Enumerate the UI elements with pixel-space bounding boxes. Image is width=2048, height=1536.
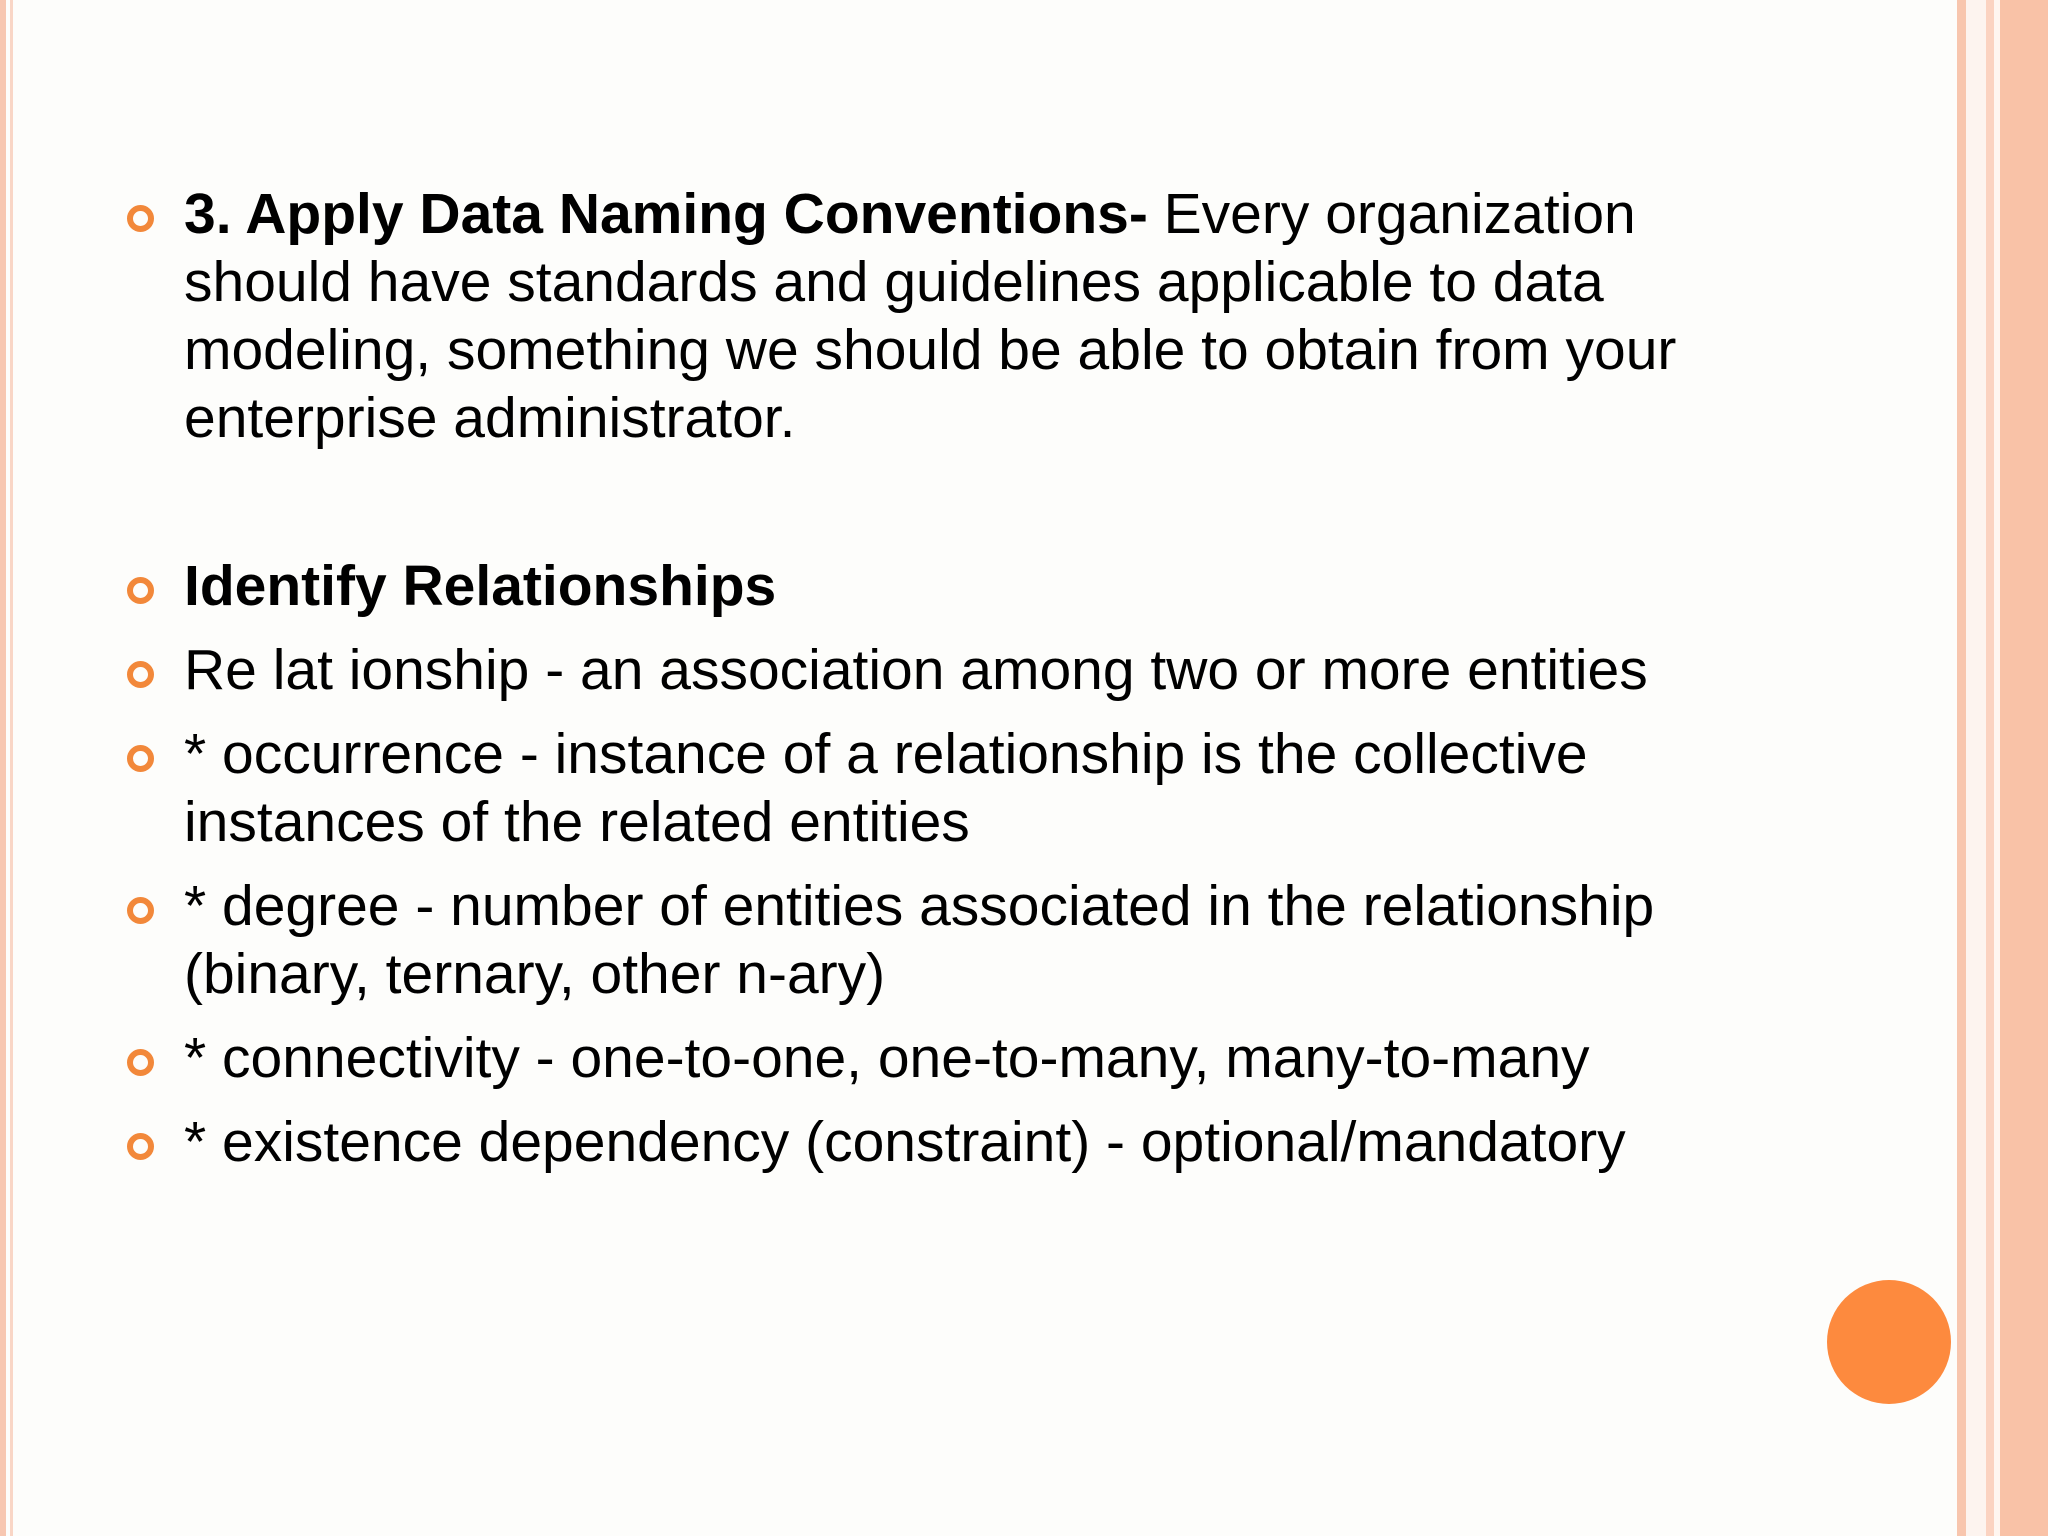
decorative-circle [1827,1280,1951,1404]
bullet-text: * occurrence - instance of a relationship is the collective instances of the related entities [184,722,1588,854]
bullet-item-relationship [120,636,1760,704]
slide-body [120,180,1760,1176]
right-border-stripe [1957,0,1966,1536]
bullet-icon [127,1049,154,1076]
bullet-heading: Identify Relationships [184,554,777,618]
bullet-text: Every organization should have standards and guidelines applicable to data modeling, something we should be able to obtain from your enterprise administrator. [184,182,1677,450]
bullet-icon [127,661,154,688]
bullet-icon [127,897,154,924]
bullet-icon [127,745,154,772]
bullet-item-degree [120,872,1760,1008]
bullet-text: Re lat ionship - an association among two or more entities [184,638,1648,702]
bullet-item-occurrence [120,720,1760,856]
bullet-item-connectivity [120,1024,1760,1092]
right-border-stripe [1966,0,1986,1536]
bullet-item-naming-conventions [120,180,1760,452]
bullet-item-identify-relationships [120,552,1760,620]
bullet-text: * existence dependency (constraint) - optional/mandatory [184,1110,1626,1174]
left-border [0,0,6,1536]
right-border-stripe [2000,0,2048,1536]
bullet-text: * connectivity - one-to-one, one-to-many, many-to-many [184,1026,1590,1090]
bullet-item-existence-dependency [120,1108,1760,1176]
bullet-icon [127,1133,154,1160]
bullet-icon [127,205,154,232]
bullet-text: * degree - number of entities associated in the relationship (binary, ternary, other n-ary) [184,874,1655,1006]
left-border-inner [10,0,13,1536]
right-border-stripe [1986,0,1994,1536]
bullet-icon [127,577,154,604]
bullet-heading: 3. Apply Data Naming Conventions- [184,182,1148,246]
